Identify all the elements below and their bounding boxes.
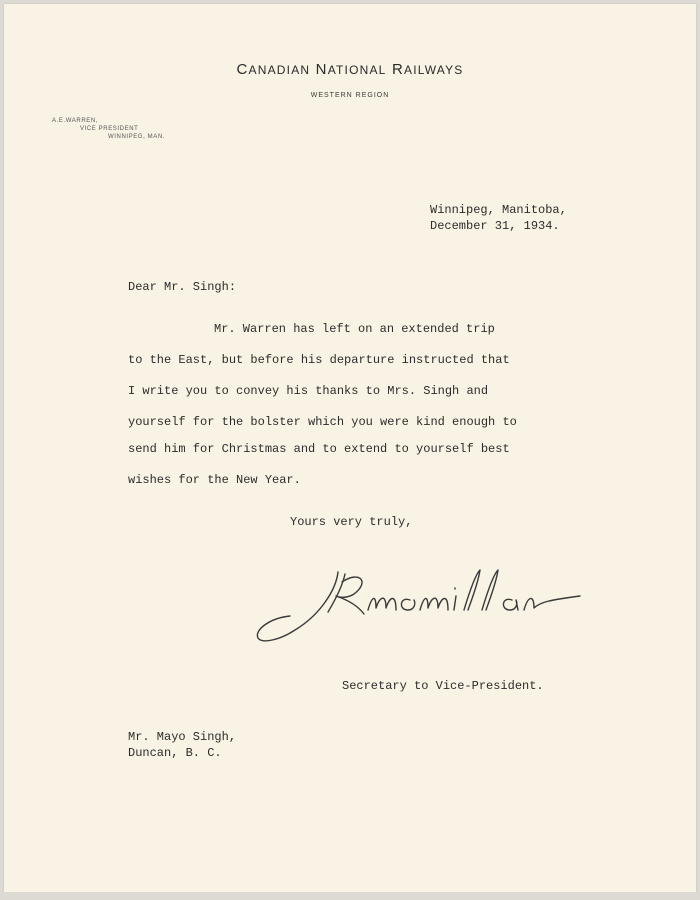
letterhead-company-rest: AILWAYS [403,63,464,77]
letterhead-company-initial: N [315,61,328,78]
letter-recipient-address: Duncan, B. C. [128,746,222,760]
letterhead-company-initial: R [391,61,404,78]
letter-body-line: wishes for the New Year. [128,473,301,487]
letterhead-executive-city: WINNIPEG, MAN. [108,134,166,140]
letter-body-line: send him for Christmas and to extend to yourself best [128,442,510,456]
letter-body-line: to the East, but before his departure instructed that [128,353,510,367]
letter-body-line: yourself for the bolster which you were kind enough to [128,415,517,429]
letter-body-line: I write you to convey his thanks to Mrs. Singh and [128,384,489,398]
letterhead-company [0,61,700,78]
letter-closing: Yours very truly, [290,515,413,529]
letter-body-line: Mr. Warren has left on an extended trip [214,322,495,336]
letterhead-company-rest: ATIONAL [327,63,387,77]
scan-border [0,892,700,900]
letter-salutation: Dear Mr. Singh: [128,280,237,294]
letter-date: December 31, 1934. [430,219,560,233]
letterhead-company-initial: C [236,61,249,78]
letter-signer-title: Secretary to Vice-President. [342,679,544,693]
letterhead-executive-title: VICE PRESIDENT [80,126,139,132]
letterhead-executive-name: A.E.WARREN, [52,118,99,124]
letterhead-company-rest: ANADIAN [248,63,311,77]
letterhead-region: WESTERN REGION [310,92,390,99]
letter-place: Winnipeg, Manitoba, [430,203,567,217]
letter-recipient-name: Mr. Mayo Singh, [128,730,237,744]
handwritten-signature [250,560,620,655]
